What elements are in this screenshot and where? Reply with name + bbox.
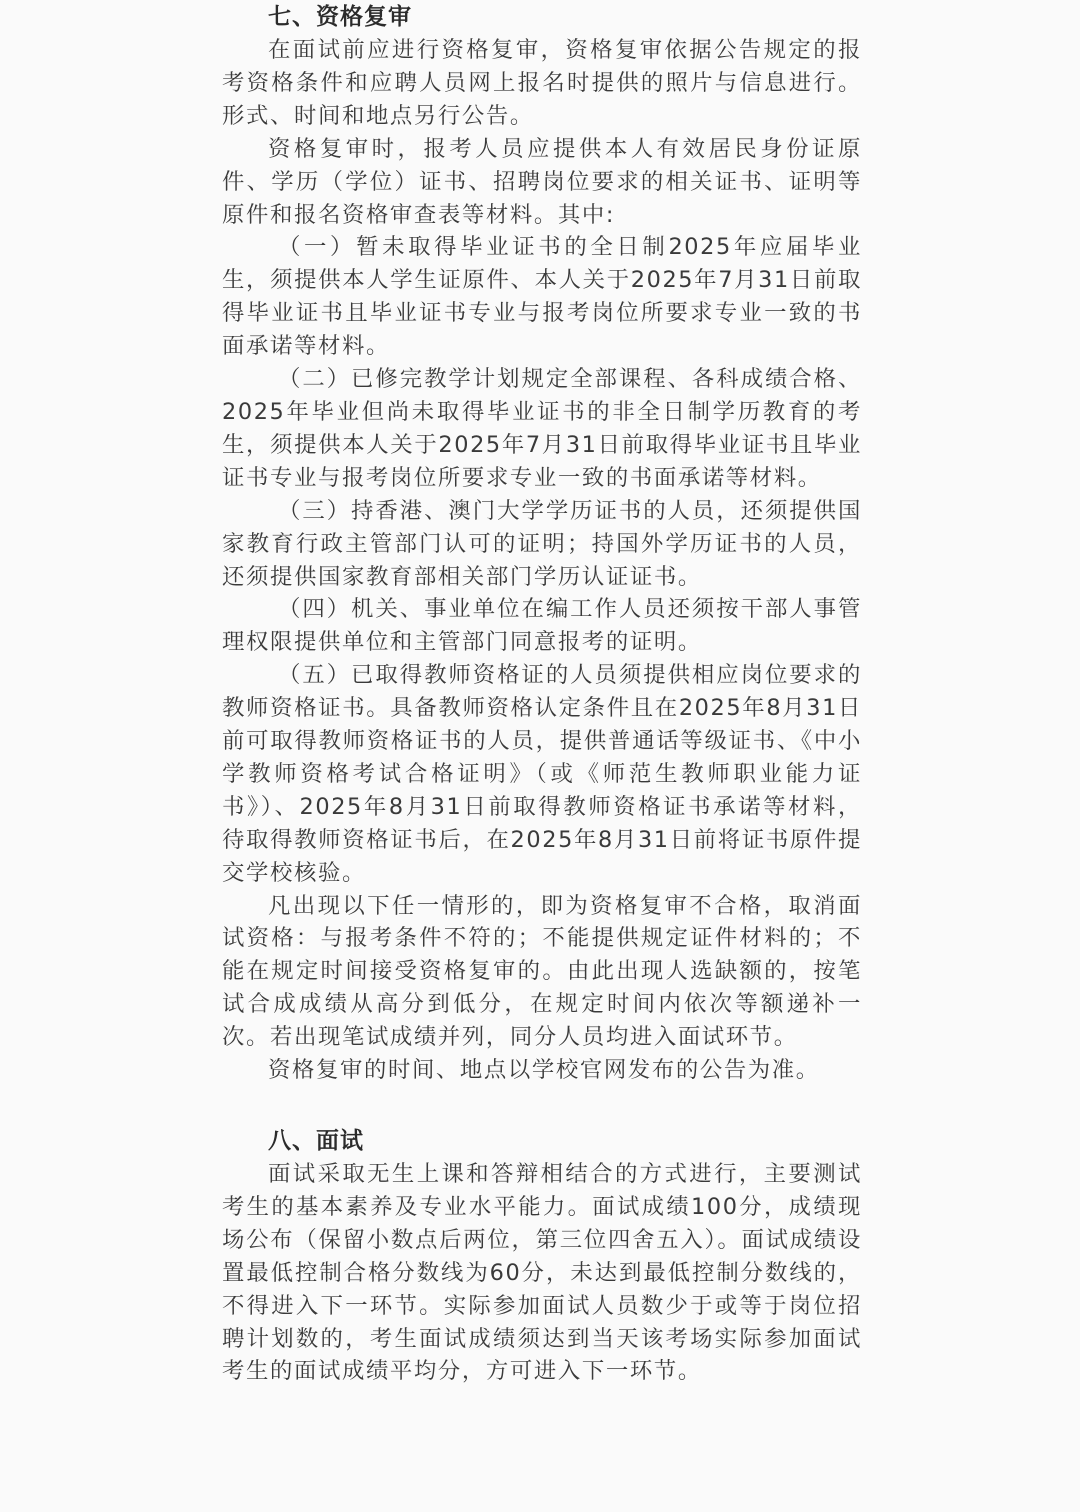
section-7-paragraph-1: 在面试前应进行资格复审，资格复审依据公告规定的报考资格条件和应聘人员网上报名时提供的照片与信息进行。形式、时间和地点另行公告。 (222, 37, 862, 129)
section-7-item-5: （五）已取得教师资格证的人员须提供相应岗位要求的教师资格证书。具备教师资格认定条件且在2025年8月31日前可取得教师资格证书的人员，提供普通话等级证书、《中小学教师资格考试合格证明》（或《师范生教师职业能力证书》）、2025年8月31日前取得教师资格证书承诺等材料，待取得教师资格证书后，在2025年8月31日前将证书原件提交学校核验。 (222, 662, 862, 886)
section-7-schedule-paragraph: 资格复审的时间、地点以学校官网发布的公告为准。 (268, 1057, 820, 1084)
document-body (222, 1, 862, 1388)
section-7-item-4: （四）机关、事业单位在编工作人员还须按干部人事管理权限提供单位和主管部门同意报考的证明。 (222, 596, 862, 656)
section-7-paragraph-2: 资格复审时，报考人员应提供本人有效居民身份证原件、学历（学位）证书、招聘岗位要求的相关证书、证明等原件和报名资格审查表等材料。其中: (222, 135, 862, 228)
section-7-item-3: （三）持香港、澳门大学学历证书的人员，还须提供国家教育行政主管部门认可的证明；持国外学历证书的人员，还须提供国家教育部相关部门学历认证证书。 (222, 497, 862, 590)
section-7-item-2: （二）已修完教学计划规定全部课程、各科成绩合格、2025年毕业但尚未取得毕业证书的非全日制学历教育的考生，须提供本人关于2025年7月31日前取得毕业证书且毕业证书专业与报考岗位所要求专业一致的书面承诺等材料。 (222, 366, 862, 491)
section-7-item-1: （一）暂未取得毕业证书的全日制2025年应届毕业生，须提供本人学生证原件、本人关于2025年7月31日前取得毕业证书且毕业证书专业与报考岗位所要求专业一致的书面承诺等材料。 (222, 234, 862, 360)
section-7-heading: 七、资格复审 (268, 4, 412, 30)
section-8-heading: 八、面试 (268, 1128, 364, 1154)
section-spacer (222, 1087, 862, 1125)
section-7-disqualification-paragraph: 凡出现以下任一情形的，即为资格复审不合格，取消面试资格：与报考条件不符的；不能提供规定证件材料的；不能在规定时间接受资格复审的。由此出现人选缺额的，按笔试合成成绩从高分到低分，在规定时间内依次等额递补一次。若出现笔试成绩并列，同分人员均进入面试环节。 (222, 892, 862, 1051)
section-8-paragraph-1: 面试采取无生上课和答辩相结合的方式进行，主要测试考生的基本素养及专业水平能力。面试成绩100分，成绩现场公布（保留小数点后两位，第三位四舍五入）。面试成绩设置最低控制合格分数线为60分，未达到最低控制分数线的，不得进入下一环节。实际参加面试人员数少于或等于岗位招聘计划数的，考生面试成绩须达到当天该考场实际参加面试考生的面试成绩平均分，方可进入下一环节。 (222, 1161, 862, 1385)
